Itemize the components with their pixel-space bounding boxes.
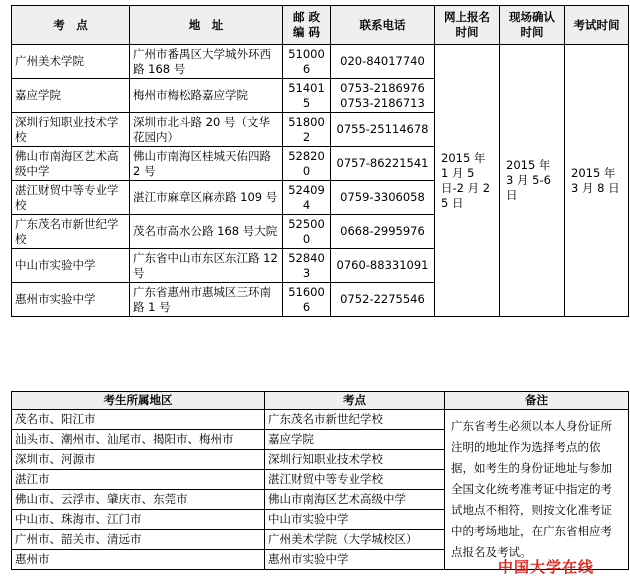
address-cell: 湛江市麻章区麻赤路 109 号 xyxy=(130,181,283,215)
venue-cell: 深圳行知职业技术学校 xyxy=(265,450,445,470)
header-postcode: 邮 政 编 码 xyxy=(283,6,331,45)
postcode-cell: 525000 xyxy=(283,215,331,249)
venue-cell: 广州美术学院 xyxy=(12,45,130,79)
region-cell: 惠州市 xyxy=(12,550,265,570)
venue-cell: 嘉应学院 xyxy=(12,79,130,113)
onsite-confirm-time: 2015 年 3 月 5-6 日 xyxy=(500,45,565,317)
remark-cell: 广东省考生必须以本人身份证所注明的地址作为选择考点的依据，如考生的身份证地址与参加全国文化统考准考证中指定的考试地点不相符，则按文化准考证中的考场地址，在广东省相应考点报名及考试。 xyxy=(445,410,629,570)
address-cell: 广东省中山市东区东江路 12 号 xyxy=(130,249,283,283)
venue-cell: 深圳行知职业技术学校 xyxy=(12,113,130,147)
venue-cell: 中山市实验中学 xyxy=(12,249,130,283)
postcode-cell: 518002 xyxy=(283,113,331,147)
region-cell: 中山市、珠海市、江门市 xyxy=(12,510,265,530)
venue-cell: 惠州市实验中学 xyxy=(12,283,130,317)
phone-cell: 0668-2995976 xyxy=(331,215,435,249)
postcode-cell: 528403 xyxy=(283,249,331,283)
region-cell: 广州市、韶关市、清远市 xyxy=(12,530,265,550)
header-exam-time: 考试时间 xyxy=(565,6,629,45)
header-phone: 联系电话 xyxy=(331,6,435,45)
header-region: 考生所属地区 xyxy=(12,392,265,410)
postcode-cell: 524094 xyxy=(283,181,331,215)
venue-cell: 佛山市南海区艺术高级中学 xyxy=(12,147,130,181)
venue-cell: 广州美术学院（大学城校区） xyxy=(265,530,445,550)
address-cell: 深圳市北斗路 20 号（文华花园内） xyxy=(130,113,283,147)
phone-cell: 020-84017740 xyxy=(331,45,435,79)
phone-cell: 0759-3306058 xyxy=(331,181,435,215)
venue-cell: 中山市实验中学 xyxy=(265,510,445,530)
phone-cell: 0757-86221541 xyxy=(331,147,435,181)
venue-cell: 广东茂名市新世纪学校 xyxy=(265,410,445,430)
region-cell: 佛山市、云浮市、肇庆市、东莞市 xyxy=(12,490,265,510)
postcode-cell: 528200 xyxy=(283,147,331,181)
exam-time: 2015 年 3 月 8 日 xyxy=(565,45,629,317)
phone-cell: 0760-88331091 xyxy=(331,249,435,283)
site-watermark: 中国大学在线 xyxy=(498,558,595,576)
postcode-cell: 516006 xyxy=(283,283,331,317)
region-venue-table xyxy=(11,391,629,570)
venue-cell: 湛江财贸中等专业学校 xyxy=(12,181,130,215)
address-cell: 梅州市梅松路嘉应学院 xyxy=(130,79,283,113)
address-cell: 佛山市南海区桂城天佑四路 2 号 xyxy=(130,147,283,181)
venue-cell: 佛山市南海区艺术高级中学 xyxy=(265,490,445,510)
address-cell: 广东省惠州市惠城区三环南路 1 号 xyxy=(130,283,283,317)
phone-cell: 0753-2186976 0753-2186713 xyxy=(331,79,435,113)
phone-cell: 0752-2275546 xyxy=(331,283,435,317)
region-cell: 深圳市、河源市 xyxy=(12,450,265,470)
table-header-row xyxy=(12,392,629,410)
header-venue: 考 点 xyxy=(12,6,130,45)
phone-cell: 0755-25114678 xyxy=(331,113,435,147)
online-reg-time: 2015 年 1 月 5 日-2 月 25 日 xyxy=(435,45,500,317)
postcode-cell: 510006 xyxy=(283,45,331,79)
address-cell: 茂名市高水公路 168 号大院 xyxy=(130,215,283,249)
venue-cell: 湛江财贸中等专业学校 xyxy=(265,470,445,490)
table-header-row xyxy=(12,6,629,45)
venue-cell: 广东茂名市新世纪学校 xyxy=(12,215,130,249)
postcode-cell: 514015 xyxy=(283,79,331,113)
venue-cell: 嘉应学院 xyxy=(265,430,445,450)
region-cell: 茂名市、阳江市 xyxy=(12,410,265,430)
header-online-reg: 网上报名 时间 xyxy=(435,6,500,45)
table-row xyxy=(12,410,629,430)
region-cell: 湛江市 xyxy=(12,470,265,490)
exam-venue-table xyxy=(11,5,629,317)
header-address: 地 址 xyxy=(130,6,283,45)
header-onsite-confirm: 现场确认 时间 xyxy=(500,6,565,45)
header-remark: 备注 xyxy=(445,392,629,410)
address-cell: 广州市番禺区大学城外环西路 168 号 xyxy=(130,45,283,79)
table-row xyxy=(12,45,629,79)
region-cell: 汕头市、潮州市、汕尾市、揭阳市、梅州市 xyxy=(12,430,265,450)
venue-cell: 惠州市实验中学 xyxy=(265,550,445,570)
header-venue: 考点 xyxy=(265,392,445,410)
